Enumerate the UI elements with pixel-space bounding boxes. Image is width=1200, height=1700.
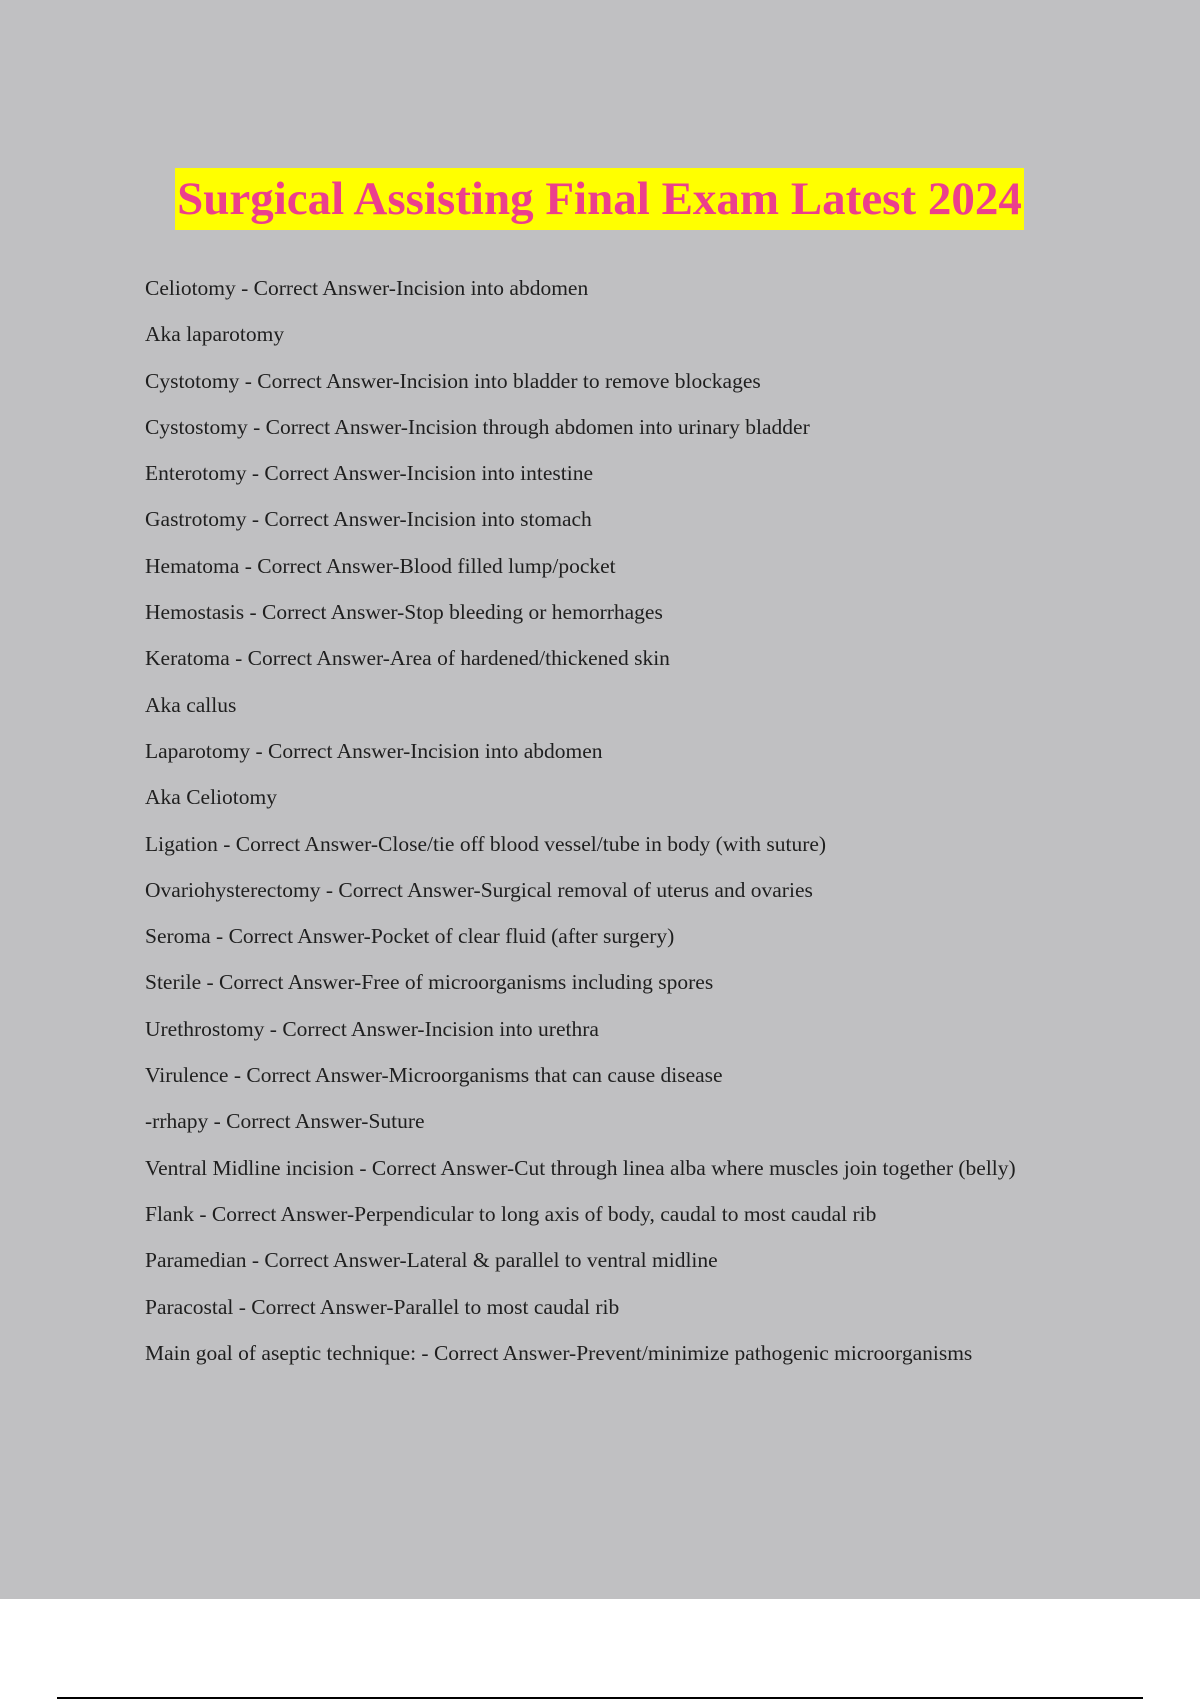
list-item: Paracostal - Correct Answer-Parallel to most caudal rib <box>145 1294 620 1319</box>
list-item: Paramedian - Correct Answer-Lateral & parallel to ventral midline <box>145 1248 718 1273</box>
list-item: Gastrotomy - Correct Answer-Incision into stomach <box>145 507 592 532</box>
list-item: Aka laparotomy <box>145 322 285 347</box>
list-item: Flank - Correct Answer-Perpendicular to long axis of body, caudal to most caudal rib <box>145 1201 877 1226</box>
list-item: Ovariohysterectomy - Correct Answer-Surgical removal of uterus and ovaries <box>145 877 813 902</box>
list-item: Aka callus <box>145 692 237 717</box>
list-item: Ventral Midline incision - Correct Answer-Cut through linea alba where muscles join together (belly) <box>145 1155 1016 1180</box>
list-item: Seroma - Correct Answer-Pocket of clear fluid (after surgery) <box>145 924 675 949</box>
list-item: Urethrostomy - Correct Answer-Incision into urethra <box>145 1016 599 1041</box>
title-container <box>0 168 1200 230</box>
list-item: -rrhapy - Correct Answer-Suture <box>145 1109 425 1134</box>
list-item: Main goal of aseptic technique: - Correct Answer-Prevent/minimize pathogenic microorganisms <box>145 1340 973 1365</box>
flashcard-list <box>145 273 1080 1384</box>
list-item: Ligation - Correct Answer-Close/tie off blood vessel/tube in body (with suture) <box>145 831 827 856</box>
list-item: Cystostomy - Correct Answer-Incision through abdomen into urinary bladder <box>145 414 810 439</box>
list-item: Keratoma - Correct Answer-Area of hardened/thickened skin <box>145 646 670 671</box>
list-item: Cystotomy - Correct Answer-Incision into bladder to remove blockages <box>145 368 761 393</box>
list-item: Celiotomy - Correct Answer-Incision into abdomen <box>145 276 589 300</box>
list-item: Aka Celiotomy <box>145 785 277 810</box>
list-item: Laparotomy - Correct Answer-Incision into abdomen <box>145 738 603 763</box>
list-item: Enterotomy - Correct Answer-Incision into intestine <box>145 461 593 486</box>
list-item: Virulence - Correct Answer-Microorganisms that can cause disease <box>145 1063 723 1088</box>
bottom-divider <box>57 1697 1143 1699</box>
list-item: Hematoma - Correct Answer-Blood filled lump/pocket <box>145 553 616 578</box>
document-title: Surgical Assisting Final Exam Latest 2024 <box>175 168 1024 230</box>
list-item: Sterile - Correct Answer-Free of microorganisms including spores <box>145 970 714 995</box>
list-item: Hemostasis - Correct Answer-Stop bleeding or hemorrhages <box>145 600 663 625</box>
